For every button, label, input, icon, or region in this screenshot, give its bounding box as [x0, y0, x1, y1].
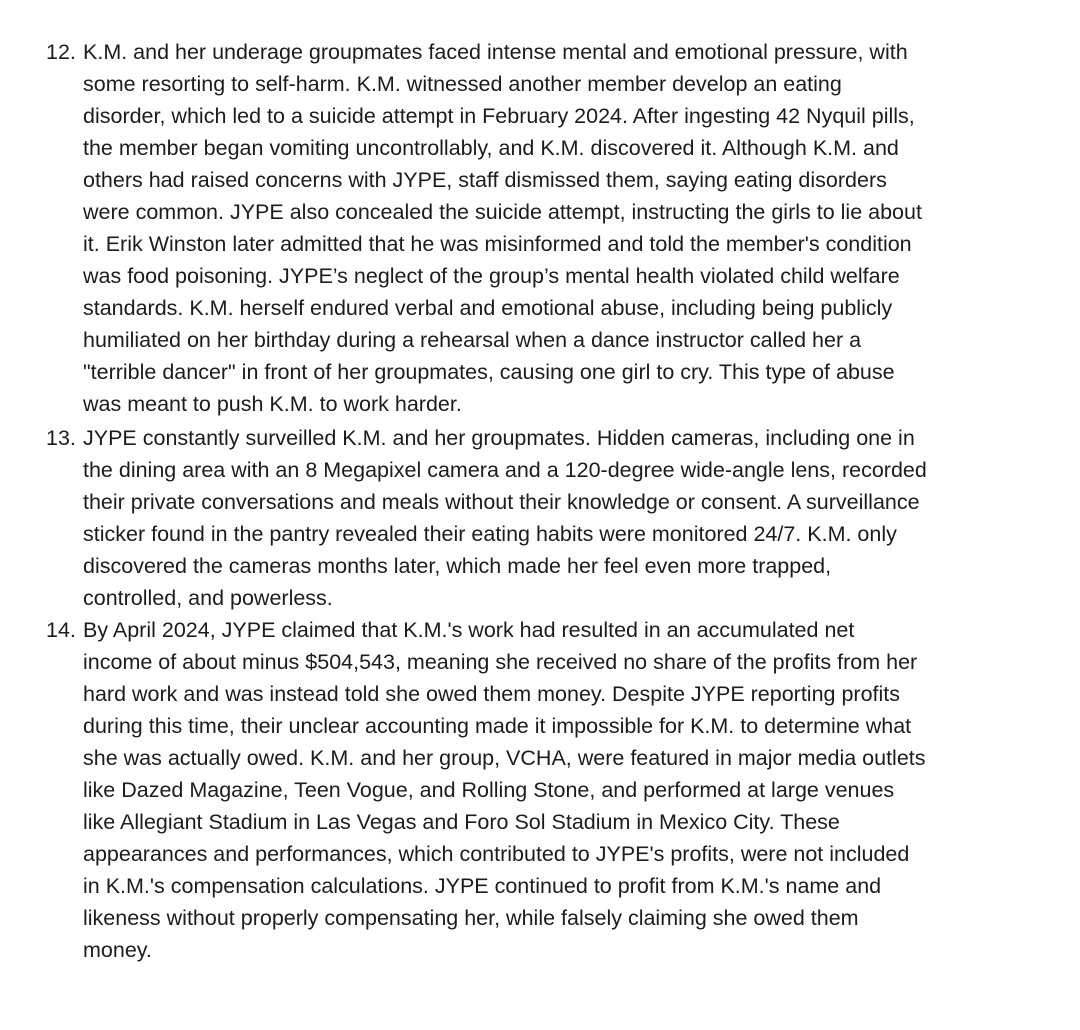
paragraph-line: the dining area with an 8 Megapixel camera and a 120-degree wide-angle lens, recorded: [83, 458, 927, 482]
paragraph-line: humiliated on her birthday during a rehearsal when a dance instructor called her a: [83, 328, 862, 352]
paragraph-line: appearances and performances, which contributed to JYPE's profits, were not included: [83, 842, 910, 866]
paragraph-line: like Dazed Magazine, Teen Vogue, and Rolling Stone, and performed at large venues: [83, 778, 895, 802]
paragraph-line: JYPE constantly surveilled K.M. and her groupmates. Hidden cameras, including one in: [83, 426, 915, 450]
paragraph-line: like Allegiant Stadium in Las Vegas and Foro Sol Stadium in Mexico City. These: [83, 810, 840, 834]
list-item-number: 12.: [46, 40, 76, 64]
paragraph-line: sticker found in the pantry revealed their eating habits were monitored 24/7. K.M. only: [83, 522, 897, 546]
paragraph-line: some resorting to self-harm. K.M. witnessed another member develop an eating: [83, 72, 842, 96]
paragraph-line: hard work and was instead told she owed them money. Despite JYPE reporting profits: [83, 682, 901, 706]
paragraph-line: "terrible dancer" in front of her groupmates, causing one girl to cry. This type of abuse: [83, 360, 895, 384]
paragraph-line: controlled, and powerless.: [83, 586, 333, 610]
paragraph-line: in K.M.'s compensation calculations. JYPE continued to profit from K.M.'s name and: [83, 874, 882, 898]
paragraph-line: income of about minus $504,543, meaning she received no share of the profits from her: [83, 650, 918, 674]
paragraph-line: were common. JYPE also concealed the suicide attempt, instructing the girls to lie about: [83, 200, 922, 224]
paragraph-line: it. Erik Winston later admitted that he was misinformed and told the member's condition: [83, 232, 912, 256]
list-item-number: 14.: [46, 618, 76, 642]
paragraph-line: likeness without properly compensating her, while falsely claiming she owed them: [83, 906, 859, 930]
paragraph-line: during this time, their unclear accounting made it impossible for K.M. to determine what: [83, 714, 912, 738]
paragraph-line: money.: [83, 938, 152, 962]
paragraph-line: discovered the cameras months later, which made her feel even more trapped,: [83, 554, 832, 578]
paragraph-line: disorder, which led to a suicide attempt in February 2024. After ingesting 42 Nyquil pills,: [83, 104, 915, 128]
paragraph-line: she was actually owed. K.M. and her group, VCHA, were featured in major media outlets: [83, 746, 926, 770]
paragraph-line: standards. K.M. herself endured verbal and emotional abuse, including being publicly: [83, 296, 893, 320]
list-item-number: 13.: [46, 426, 76, 450]
paragraph-line: others had raised concerns with JYPE, staff dismissed them, saying eating disorders: [83, 168, 887, 192]
paragraph-line: K.M. and her underage groupmates faced intense mental and emotional pressure, with: [83, 40, 908, 64]
paragraph-line: was meant to push K.M. to work harder.: [83, 392, 462, 416]
paragraph-line: was food poisoning. JYPE’s neglect of the group’s mental health violated child welfare: [83, 264, 900, 288]
paragraph-line: the member began vomiting uncontrollably, and K.M. discovered it. Although K.M. and: [83, 136, 899, 160]
paragraph-line: their private conversations and meals without their knowledge or consent. A surveillance: [83, 490, 920, 514]
paragraph-line: By April 2024, JYPE claimed that K.M.'s work had resulted in an accumulated net: [83, 618, 855, 642]
